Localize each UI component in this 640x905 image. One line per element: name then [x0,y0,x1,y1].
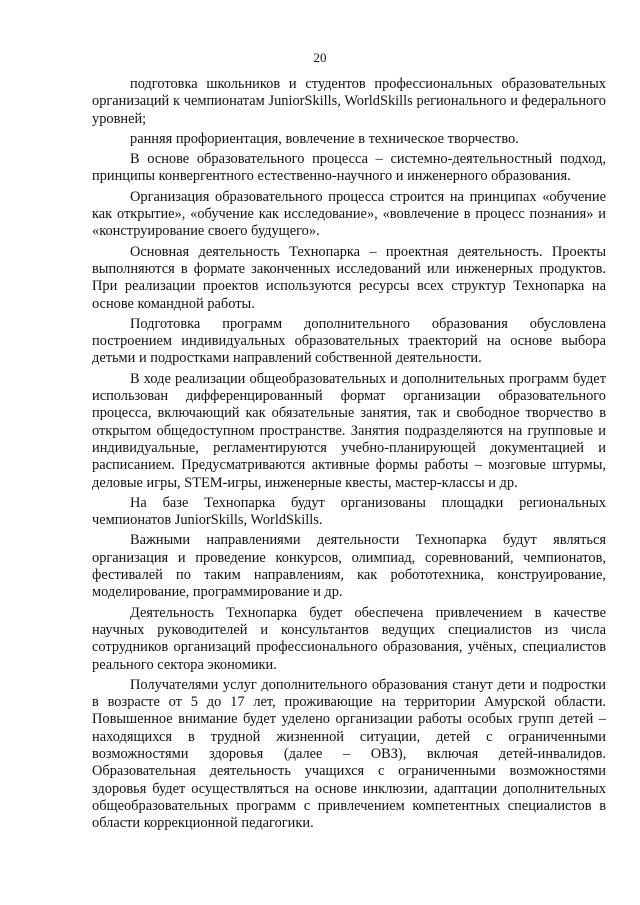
paragraph: Основная деятельность Технопарка – проектная деятельность. Проекты выполняются в формате законченных исследований или инженерных продуктов. При реализации проектов используются ресурсы всех структур Технопарка на основе командной работы. [92,243,606,312]
paragraph: В ходе реализации общеобразовательных и дополнительных программ будет использован дифференцированный формат организации образовательного процесса, включающий как обязательные занятия, так и свободное творчество в открытом общедоступном пространстве. Занятия подразделяются на групповые и индивидуальные, регламентируются учебно-планирующей документацией и расписанием. Предусматриваются активные формы работы – мозговые штурмы, деловые игры, STEM-игры, инженерные квесты, мастер-классы и др. [92,370,606,491]
paragraph: В основе образовательного процесса – системно-деятельностный подход, принципы конвергентного естественно-научного и инженерного образования. [92,151,606,185]
paragraph: Подготовка программ дополнительного образования обусловлена построением индивидуальных образовательных траекторий на основе выбора детьми и подростками направлений собственной деятельности. [92,315,606,367]
paragraph-continued-list-item: подготовка школьников и студентов профессиональных образовательных организаций к чемпионатам JuniorSkills, WorldSkills регионального и федерального уровней; [92,76,606,127]
paragraph: Деятельность Технопарка будет обеспечена привлечением в качестве научных руководителей и консультантов ведущих специалистов из числа сотрудников организаций профессионального образования, учёных, специалистов реального сектора экономики. [92,604,606,673]
page-number: 20 [313,50,327,65]
document-body [92,76,606,835]
paragraph: Организация образовательного процесса строится на принципах «обучение как открытие», «обучение как исследование», «вовлечение в процесс познания» и «конструирование своего будущего». [92,188,606,240]
paragraph-list-item: ранняя профориентация, вовлечение в техническое творчество. [130,130,519,147]
paragraph: Важными направлениями деятельности Технопарка будут являться организация и проведение конкурсов, олимпиад, соревнований, чемпионатов, фестивалей по таким направлениям, как робототехника, конструирование, моделирование, программирование и др. [92,532,606,601]
paragraph: На базе Технопарка будут организованы площадки региональных чемпионатов JuniorSkills, WorldSkills. [92,494,606,529]
paragraph: Получателями услуг дополнительного образования станут дети и подростки в возрасте от 5 до 17 лет, проживающие на территории Амурской области. Повышенное внимание будет уделено организации работы особых групп детей – находящихся в трудной жизненной ситуации, детей с ограниченными возможностями здоровья (далее – ОВЗ), включая детей-инвалидов. Образовательная деятельность учащихся с ограниченными возможностями здоровья будет осуществляться на основе инклюзии, адаптации дополнительных общеобразовательных программ с привлечением компетентных специалистов в области коррекционной педагогики. [92,676,606,832]
